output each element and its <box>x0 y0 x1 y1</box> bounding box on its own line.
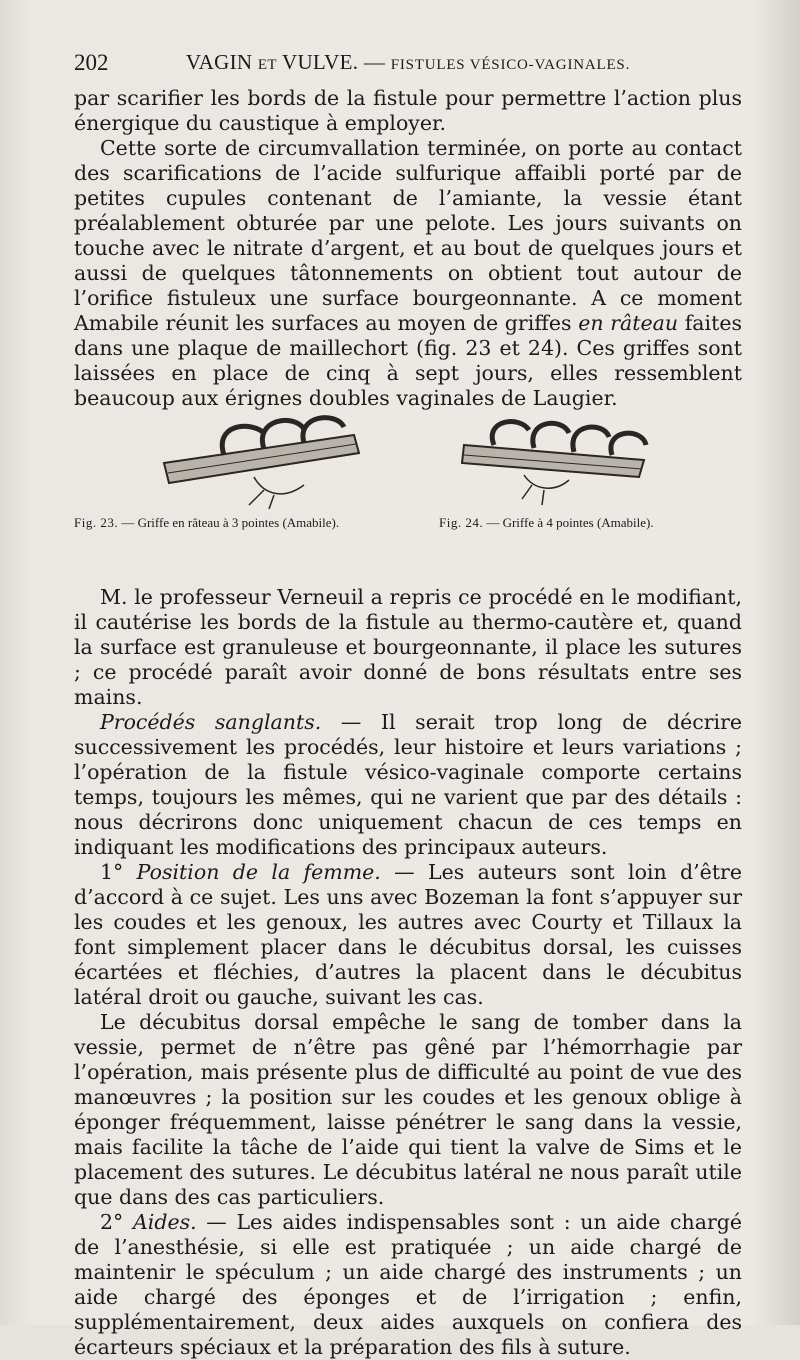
heading-aides: Aides. <box>132 1210 197 1234</box>
paragraph-aides <box>74 1210 742 1360</box>
paragraph-position-text: — Les auteurs sont loin d’être d’accord à ce sujet. Les uns avec Bozeman la font s’appuyer sur les coudes et les genoux, les autres avec Courty et Tillaux la font simplement placer dans le décubitus dorsal, les cuisses écartées et fléchies, d’autres la placent dans le décubitus latéral droit ou gauche, suivant les cas. <box>74 860 742 1009</box>
figure-23-caption-text: — Griffe en râteau à 3 pointes (Amabile). <box>121 515 340 530</box>
figure-23-caption <box>74 515 339 531</box>
plate-shape-2 <box>462 445 644 477</box>
griffe-3-pointes-drawing <box>154 415 374 510</box>
hook-b <box>533 423 569 448</box>
figures-area <box>74 415 742 545</box>
figure-23-illustration <box>154 415 374 510</box>
aides-number: 2° <box>100 1210 133 1234</box>
text-block-top <box>74 86 742 411</box>
running-head-et: ET <box>257 57 277 73</box>
page-number: 202 <box>74 50 109 75</box>
hook-a <box>492 422 529 445</box>
heading-position-femme: Position de la femme. <box>136 860 381 884</box>
italic-en-rateau: en râteau <box>578 311 679 335</box>
paragraph-circumvallation <box>74 136 742 411</box>
paragraph-procedes-sanglants-text: — Il serait trop long de décrire successivement les procédés, leur histoire et leurs variations ; l’opération de la fistule vésico-vaginale comporte certains temps, toujours les mêmes, qui ne varient que par des détails : nous décrirons donc uniquement chacun de ces temps en indiquant les modifications des principaux auteurs. <box>74 710 742 859</box>
figure-23-label: Fig. 23. <box>74 515 119 530</box>
paragraph-circumvallation-text: Cette sorte de circumvallation terminée, on porte au contact des scarifications de l’acide sulfurique affaibli porté par de petites cupules contenant de l’amiante, la vessie étant préalablement obturée par une pelote. Les jours suivants on touche avec le nitrate d’argent, et au bout de quelques jours et aussi de quelques tâtonnements on obtient tout autour de l’orifice fistuleux une surface bourgeonnante. A ce moment Amabile réunit les surfaces au moyen de griffes <box>74 136 742 335</box>
figure-24-caption-text: — Griffe à 4 pointes (Amabile). <box>486 515 654 530</box>
heading-procedes-sanglants: Procédés sanglants. <box>100 710 322 734</box>
figure-24-illustration <box>454 415 674 510</box>
thread-ends <box>249 490 274 509</box>
paragraph-decubitus: Le décubitus dorsal empêche le sang de tomber dans la vessie, permet de n’être pas gêné par l’hémorrhagie par l’opération, mais présente plus de difficulté au point de vue des manœuvres ; la position sur les coudes et les genoux oblige à éponger fréquemment, laisse pénétrer le sang dans la vessie, mais facilite la tâche de l’aide qui tient la valve de Sims et le placement des sutures. Le décubitus latéral ne nous paraît utile que dans des cas particuliers. <box>74 1010 742 1209</box>
paragraph-aides-text: — Les aides indispensables sont : un aide chargé de l’anesthésie, si elle est pratiquée ; un aide chargé de maintenir le spéculum ; un aide chargé des instruments ; un aide chargé des éponges et de l’irrigation ; enfin, supplémentairement, deux aides auxquels on confiera des écarteurs spéciaux et la préparation des fils à suture. <box>74 1210 742 1359</box>
page-header <box>74 50 742 80</box>
paragraph-continuation: par scarifier les bords de la fistule pour permettre l’action plus énergique du caustique à employer. <box>74 86 742 135</box>
paragraph-circumvallation-end: faites dans une plaque de maillechort (fig. 23 et 24). Ces griffes sont laissées en place de cinq à sept jours, elles ressemblent beaucoup aux érignes doubles vaginales de Laugier. <box>74 311 742 410</box>
paragraph-procedes-sanglants <box>74 710 742 860</box>
paragraph-position <box>74 860 742 1010</box>
griffe-4-pointes-drawing <box>454 415 674 510</box>
figure-24-caption <box>439 515 654 531</box>
figure-24-label: Fig. 24. <box>439 515 484 530</box>
thread <box>254 477 304 494</box>
hook-c <box>573 427 609 452</box>
text-block-bottom <box>74 585 742 1360</box>
running-head-vagin: VAGIN <box>185 50 253 74</box>
position-number: 1° <box>100 860 137 884</box>
running-head-vulve: VULVE. — <box>282 50 386 74</box>
running-head <box>74 50 742 75</box>
hook-d <box>611 433 646 455</box>
paragraph-verneuil: M. le professeur Verneuil a repris ce procédé en le modifiant, il cautérise les bords de la fistule au thermo-cautère et, quand la surface est granuleuse et bourgeonnante, il place les sutures ; ce procédé paraît avoir donné de bons résultats entre ses mains. <box>74 585 742 709</box>
running-head-section: FISTULES VÉSICO-VAGINALES. <box>390 57 631 73</box>
